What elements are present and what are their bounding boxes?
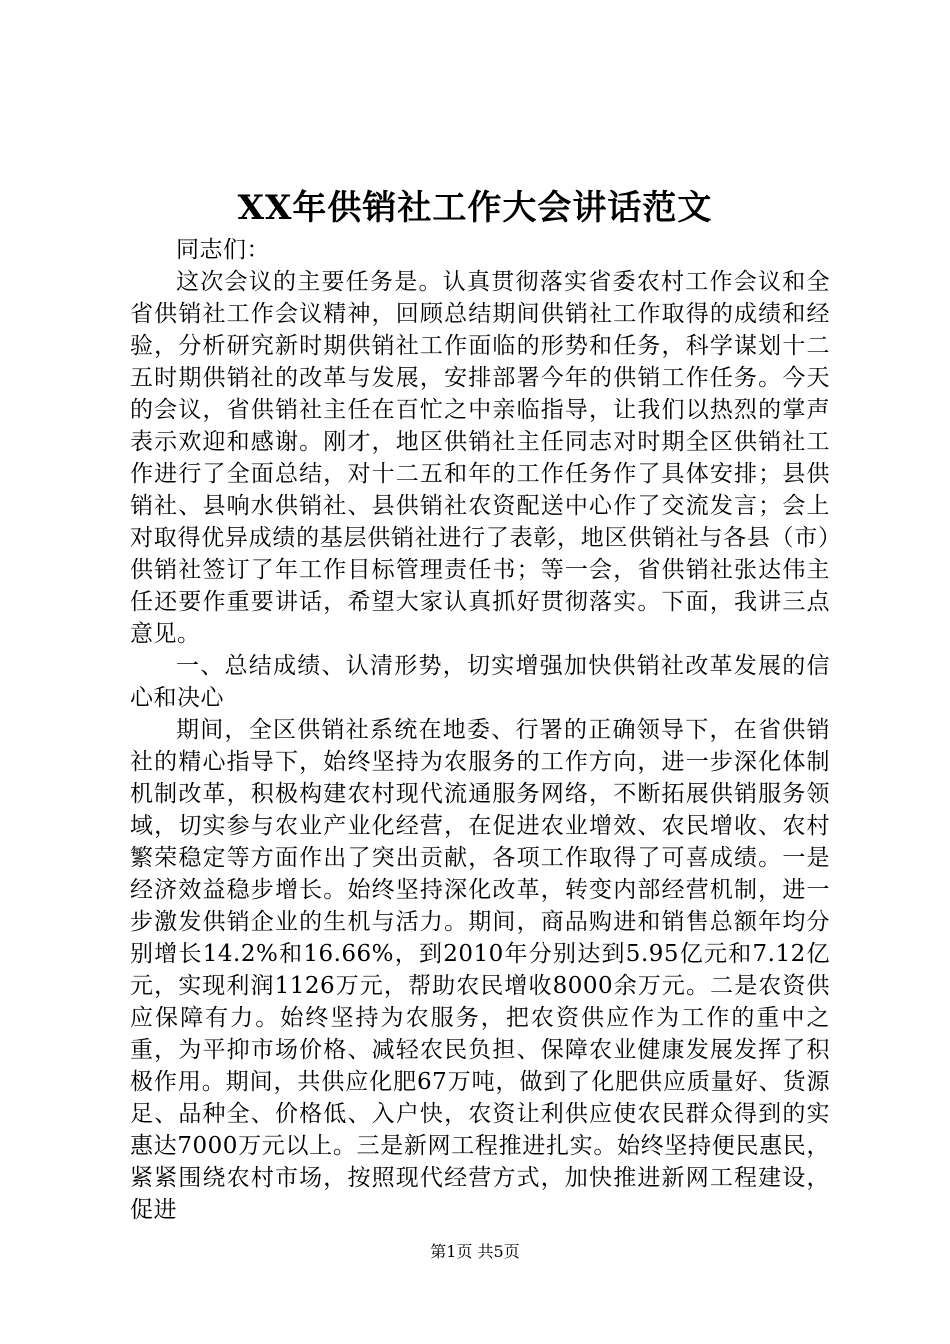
page-number: 第1页 共5页	[430, 1242, 520, 1261]
intro-paragraph: 这次会议的主要任务是。认真贯彻落实省委农村工作会议和全省供销社工作会议精神，回顾总结期间供销社工作取得的成绩和经验，分析研究新时期供销社工作面临的形势和任务，科学谋划十二五时期供销社的改革与发展，安排部署今年的供销工作任务。今天的会议，省供销社主任在百忙之中亲临指导，让我们以热烈的掌声表示欢迎和感谢。刚才，地区供销社主任同志对时期全区供销社工作进行了全面总结，对十二五和年的工作任务作了具体安排；县供销社、县响水供销社、县供销社农资配送中心作了交流发言；会上对取得优异成绩的基层供销社进行了表彰，地区供销社与各县（市）供销社签订了年工作目标管理责任书；等一会，省供销社张达伟主任还要作重要讲话，希望大家认真抓好贯彻落实。下面，我讲三点意见。	[130, 269, 830, 647]
body-paragraph: 期间，全区供销社系统在地委、行署的正确领导下，在省供销社的精心指导下，始终坚持为农服务的工作方向，进一步深化体制机制改革，积极构建农村现代流通服务网络，不断拓展供销服务领域，切实参与农业产业化经营，在促进农业增效、农民增收、农村繁荣稳定等方面作出了突出贡献，各项工作取得了可喜成绩。一是经济效益稳步增长。始终坚持深化改革，转变内部经营机制，进一步激发供销企业的生机与活力。期间，商品购进和销售总额年均分别增长14.2%和16.66%，到2010年分别达到5.95亿元和7.12亿元，实现利润1126万元，帮助农民增收8000余万元。二是农资供应保障有力。始终坚持为农服务，把农资供应作为工作的重中之重，为平抑市场价格、减轻农民负担、保障农业健康发展发挥了积极作用。期间，共供应化肥67万吨，做到了化肥供应质量好、货源足、品种全、价格低、入户快，农资让利供应使农民群众得到的实惠达7000万元以上。三是新网工程推进扎实。始终坚持便民惠民，紧紧围绕农村市场，按照现代经营方式，加快推进新网工程建设，促进	[130, 717, 830, 1223]
section-heading: 一、总结成绩、认清形势，切实增强加快供销社改革发展的信心和决心	[130, 653, 830, 711]
salutation-paragraph: 同志们：	[176, 237, 270, 263]
document-title: XX年供销社工作大会讲话范文	[237, 188, 713, 228]
document-body	[130, 234, 830, 1226]
